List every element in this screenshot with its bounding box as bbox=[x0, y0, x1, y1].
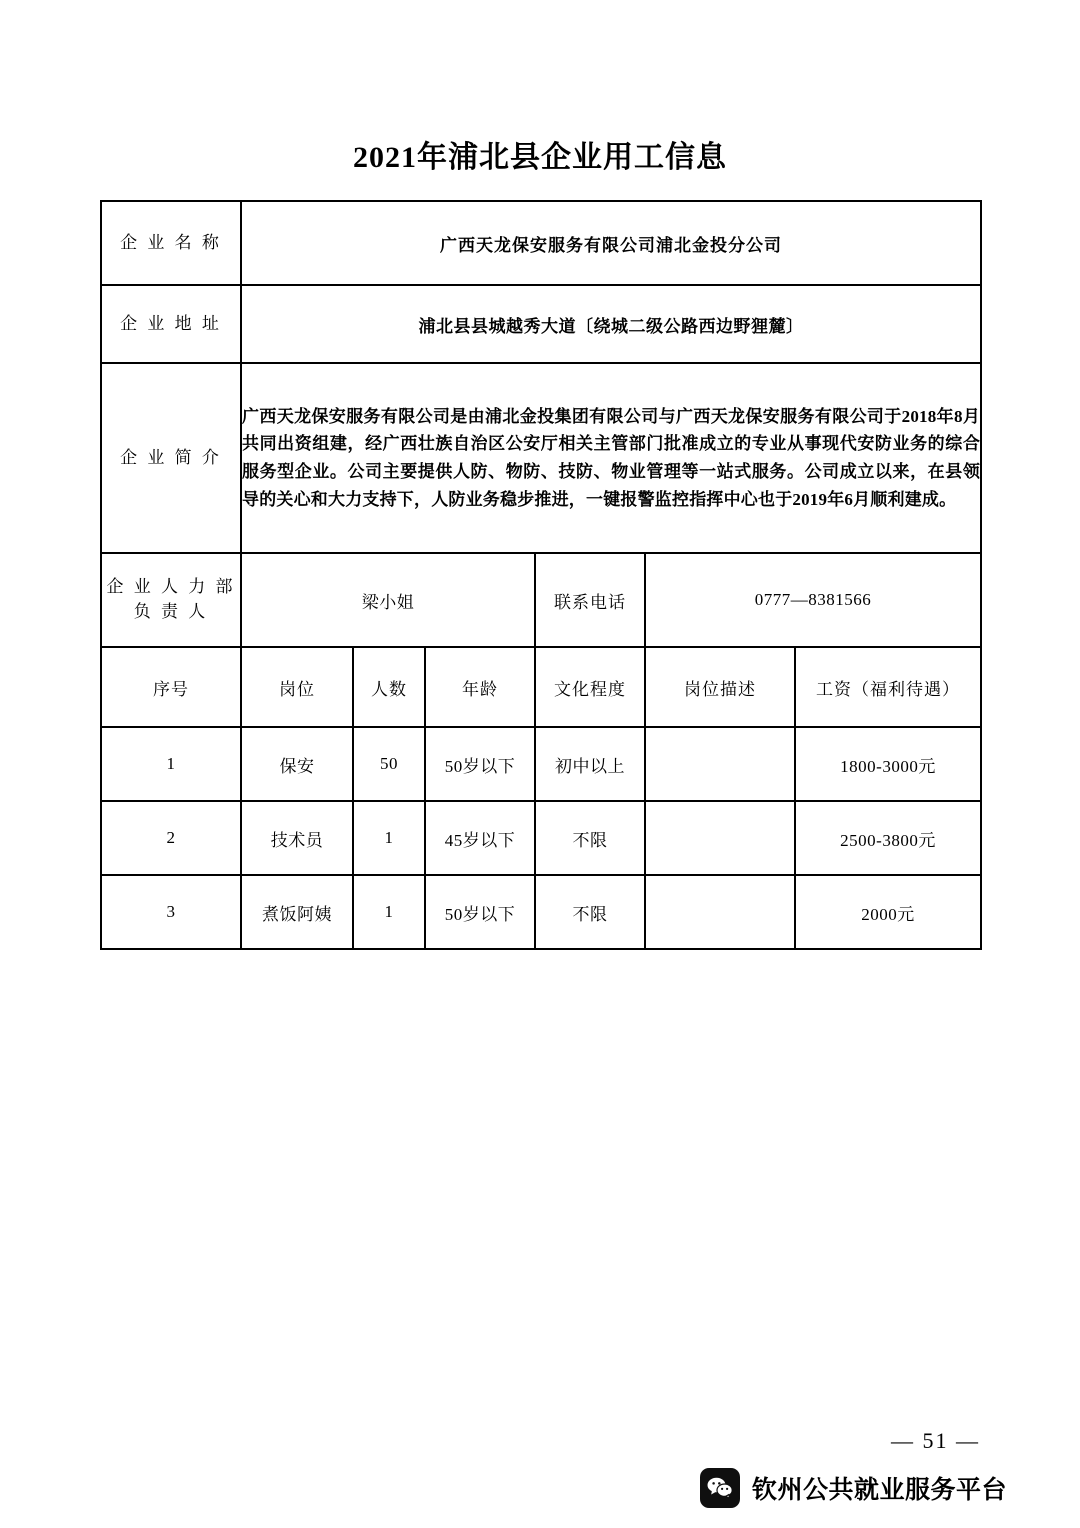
table-row-hr-contact bbox=[101, 553, 981, 647]
job-description bbox=[645, 727, 795, 801]
job-age: 45岁以下 bbox=[425, 801, 535, 875]
company-info-table bbox=[100, 200, 982, 950]
job-education: 不限 bbox=[535, 801, 645, 875]
table-row-company-name bbox=[101, 201, 981, 285]
page-number: — 51 — bbox=[891, 1428, 980, 1453]
job-headcount: 1 bbox=[353, 801, 425, 875]
footer-brand-text: 钦州公共就业服务平台 bbox=[752, 1477, 1008, 1504]
page-title: 2021年浦北县企业用工信息 bbox=[353, 141, 727, 174]
job-index: 2 bbox=[101, 801, 241, 875]
job-age: 50岁以下 bbox=[425, 875, 535, 949]
jobs-header-headcount: 人数 bbox=[353, 647, 425, 727]
job-position: 保安 bbox=[241, 727, 353, 801]
table-row bbox=[101, 727, 981, 801]
company-intro-label: 企 业 简 介 bbox=[101, 363, 241, 553]
company-name-value: 广西天龙保安服务有限公司浦北金投分公司 bbox=[241, 201, 981, 285]
job-description bbox=[645, 875, 795, 949]
job-salary: 2000元 bbox=[795, 875, 981, 949]
job-position: 煮饭阿姨 bbox=[241, 875, 353, 949]
job-age: 50岁以下 bbox=[425, 727, 535, 801]
company-address-label: 企 业 地 址 bbox=[101, 285, 241, 363]
jobs-header-row bbox=[101, 647, 981, 727]
company-name-label: 企 业 名 称 bbox=[101, 201, 241, 285]
phone-value: 0777—8381566 bbox=[645, 553, 981, 647]
job-index: 3 bbox=[101, 875, 241, 949]
jobs-header-age: 年龄 bbox=[425, 647, 535, 727]
company-intro-cell bbox=[241, 363, 981, 553]
job-description bbox=[645, 801, 795, 875]
job-position: 技术员 bbox=[241, 801, 353, 875]
wechat-icon bbox=[700, 1468, 740, 1508]
job-education: 不限 bbox=[535, 875, 645, 949]
job-salary: 1800-3000元 bbox=[795, 727, 981, 801]
jobs-header-description: 岗位描述 bbox=[645, 647, 795, 727]
jobs-header-salary: 工资（福利待遇） bbox=[795, 647, 981, 727]
job-headcount: 1 bbox=[353, 875, 425, 949]
hr-label bbox=[101, 553, 241, 647]
job-index: 1 bbox=[101, 727, 241, 801]
hr-name-value: 梁小姐 bbox=[241, 553, 535, 647]
company-intro-value: 广西天龙保安服务有限公司是由浦北金投集团有限公司与广西天龙保安服务有限公司于2018年8月共同出资组建，经广西壮族自治区公安厅相关主管部门批准成立的专业从事现代安防业务的综合服务型企业。公司主要提供人防、物防、技防、物业管理等一站式服务。公司成立以来，在县领导的关心和大力支持下，人防业务稳步推进，一键报警监控指挥中心也于2019年6月顺利建成。 bbox=[242, 406, 981, 509]
hr-label-line1: 企 业 人 力 部 bbox=[106, 577, 236, 597]
table-row-company-intro bbox=[101, 363, 981, 553]
table-row bbox=[101, 801, 981, 875]
hr-label-line2: 负 责 人 bbox=[133, 602, 209, 621]
jobs-header-education: 文化程度 bbox=[535, 647, 645, 727]
phone-label: 联系电话 bbox=[535, 553, 645, 647]
job-headcount: 50 bbox=[353, 727, 425, 801]
company-address-value: 浦北县县城越秀大道〔绕城二级公路西边野狸麓〕 bbox=[241, 285, 981, 363]
footer-brand bbox=[700, 1468, 1007, 1508]
table-row bbox=[101, 875, 981, 949]
job-education: 初中以上 bbox=[535, 727, 645, 801]
jobs-header-index: 序号 bbox=[101, 647, 241, 727]
job-salary: 2500-3800元 bbox=[795, 801, 981, 875]
table-row-company-address bbox=[101, 285, 981, 363]
jobs-header-position: 岗位 bbox=[241, 647, 353, 727]
